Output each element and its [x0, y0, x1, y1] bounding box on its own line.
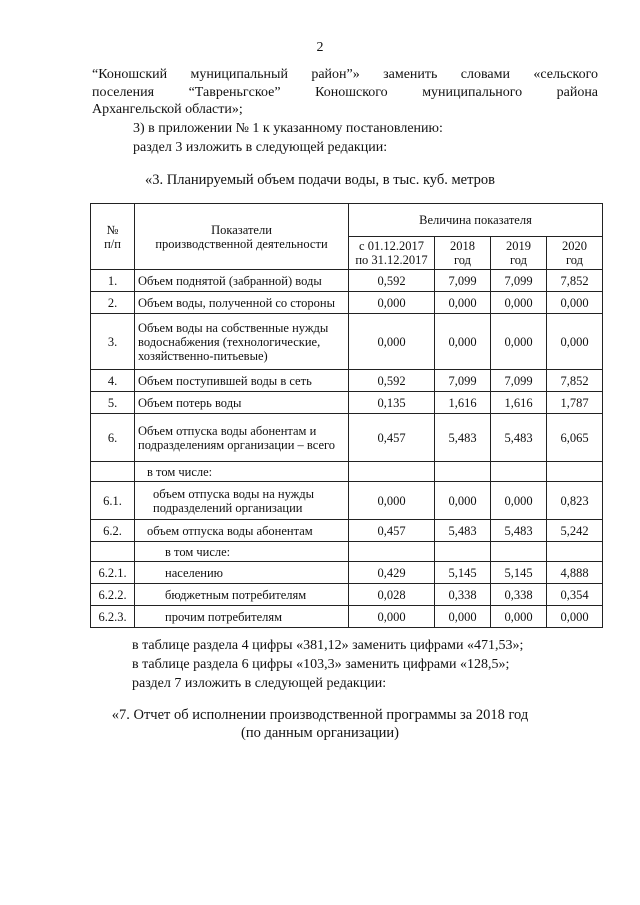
row-label: бюджетным потребителям — [135, 584, 349, 606]
value-cell: 1,616 — [435, 392, 491, 414]
header-year-2019: 2019 год — [491, 237, 547, 270]
header-year-2018: 2018 год — [435, 237, 491, 270]
value-cell: 0,000 — [349, 292, 435, 314]
value-cell: 5,483 — [435, 414, 491, 462]
value-cell: 6,065 — [547, 414, 603, 462]
value-cell: 0,028 — [349, 584, 435, 606]
value-cell: 0,000 — [491, 314, 547, 370]
header-number: № п/п — [91, 204, 135, 270]
row-label: прочим потребителям — [135, 606, 349, 628]
row-label: в том числе: — [135, 542, 349, 562]
value-cell: 0,000 — [547, 292, 603, 314]
value-cell: 0,000 — [435, 292, 491, 314]
value-cell — [349, 542, 435, 562]
intro-word: поселения — [92, 85, 155, 100]
row-number — [91, 462, 135, 482]
row-label: Объем отпуска воды абонентам и подразделениям организации – всего — [135, 414, 349, 462]
replace-section4: в таблице раздела 4 цифры «381,12» заменить цифрами «471,53»; — [132, 638, 524, 653]
value-cell: 0,592 — [349, 370, 435, 392]
table-row — [91, 482, 603, 520]
value-cell: 0,354 — [547, 584, 603, 606]
value-cell: 1,616 — [491, 392, 547, 414]
value-cell — [547, 542, 603, 562]
value-cell: 0,457 — [349, 520, 435, 542]
header-period: с 01.12.2017 по 31.12.2017 — [349, 237, 435, 270]
item-3: 3) в приложении № 1 к указанному постановлению: — [133, 121, 443, 136]
value-cell: 7,099 — [435, 270, 491, 292]
intro-word: муниципального — [422, 85, 523, 100]
value-cell: 7,099 — [491, 370, 547, 392]
table-row — [91, 606, 603, 628]
row-number: 4. — [91, 370, 135, 392]
value-cell: 0,592 — [349, 270, 435, 292]
value-cell: 5,145 — [435, 562, 491, 584]
intro-word: района — [556, 85, 599, 100]
value-cell — [435, 542, 491, 562]
row-number: 1. — [91, 270, 135, 292]
row-number: 2. — [91, 292, 135, 314]
row-number: 6.2.3. — [91, 606, 135, 628]
value-cell — [491, 542, 547, 562]
row-number — [91, 542, 135, 562]
value-cell: 5,242 — [547, 520, 603, 542]
row-label: Объем поднятой (забранной) воды — [135, 270, 349, 292]
value-cell: 0,338 — [491, 584, 547, 606]
intro-line-3: Архангельской области»; — [92, 102, 243, 117]
table-row — [91, 370, 603, 392]
table-row — [91, 542, 603, 562]
header-indicators: Показатели производственной деятельности — [135, 204, 349, 270]
intro-word: “Тавреньгское” — [188, 85, 281, 100]
intro-word: “Коношский — [92, 67, 168, 82]
water-supply-table — [90, 203, 603, 628]
row-number: 3. — [91, 314, 135, 370]
value-cell — [547, 462, 603, 482]
table-row — [91, 314, 603, 370]
value-cell: 0,000 — [349, 314, 435, 370]
row-label: объем отпуска воды на нужды подразделений организации — [135, 482, 349, 520]
table-row — [91, 520, 603, 542]
row-number: 6. — [91, 414, 135, 462]
value-cell: 0,000 — [491, 292, 547, 314]
table-row — [91, 392, 603, 414]
row-label: Объем воды, полученной со стороны — [135, 292, 349, 314]
table-row — [91, 414, 603, 462]
value-cell: 0,000 — [349, 606, 435, 628]
value-cell: 7,099 — [491, 270, 547, 292]
intro-line-1 — [92, 66, 598, 83]
value-cell: 0,429 — [349, 562, 435, 584]
header-value-group: Величина показателя — [349, 204, 603, 237]
value-cell: 7,852 — [547, 370, 603, 392]
table-row — [91, 292, 603, 314]
row-number: 6.1. — [91, 482, 135, 520]
value-cell: 7,099 — [435, 370, 491, 392]
section3-title: «3. Планируемый объем подачи воды, в тыс. куб. метров — [145, 172, 495, 188]
value-cell: 0,457 — [349, 414, 435, 462]
row-label: объем отпуска воды абонентам — [135, 520, 349, 542]
value-cell — [435, 462, 491, 482]
table-row — [91, 462, 603, 482]
intro-word: район”» — [311, 67, 360, 82]
row-label: Объем поступившей воды в сеть — [135, 370, 349, 392]
value-cell: 0,000 — [547, 314, 603, 370]
table-row — [91, 270, 603, 292]
intro-word: Коношского — [315, 85, 388, 100]
value-cell: 4,888 — [547, 562, 603, 584]
value-cell: 0,000 — [491, 482, 547, 520]
row-number: 6.2.2. — [91, 584, 135, 606]
value-cell — [491, 462, 547, 482]
value-cell: 0,000 — [435, 482, 491, 520]
row-label: населению — [135, 562, 349, 584]
value-cell: 5,483 — [491, 414, 547, 462]
intro-word: муниципальный — [190, 67, 288, 82]
table-row — [91, 584, 603, 606]
row-number: 6.2.1. — [91, 562, 135, 584]
table-row — [91, 562, 603, 584]
row-label: Объем воды на собственные нужды водоснабжения (технологические, хозяйственно-питьевые) — [135, 314, 349, 370]
intro-line-2 — [92, 84, 598, 101]
value-cell: 0,000 — [547, 606, 603, 628]
value-cell: 0,000 — [435, 606, 491, 628]
intro-word: заменить — [383, 67, 438, 82]
value-cell: 5,483 — [491, 520, 547, 542]
value-cell — [349, 462, 435, 482]
section3-intro: раздел 3 изложить в следующей редакции: — [133, 140, 388, 155]
value-cell: 0,000 — [491, 606, 547, 628]
row-label: в том числе: — [135, 462, 349, 482]
value-cell: 0,000 — [349, 482, 435, 520]
value-cell: 0,000 — [435, 314, 491, 370]
row-number: 5. — [91, 392, 135, 414]
value-cell: 0,135 — [349, 392, 435, 414]
value-cell: 0,823 — [547, 482, 603, 520]
page-number: 2 — [316, 40, 324, 55]
section7-title: «7. Отчет об исполнении производственной программы за 2018 год — [111, 707, 529, 723]
value-cell: 5,145 — [491, 562, 547, 584]
value-cell: 5,483 — [435, 520, 491, 542]
intro-word: «сельского — [533, 67, 599, 82]
intro-word: словами — [460, 67, 510, 82]
row-number: 6.2. — [91, 520, 135, 542]
value-cell: 7,852 — [547, 270, 603, 292]
replace-section6: в таблице раздела 6 цифры «103,3» заменить цифрами «128,5»; — [132, 657, 510, 672]
section7-subtitle: (по данным организации) — [240, 725, 399, 741]
section7-intro: раздел 7 изложить в следующей редакции: — [132, 676, 387, 691]
value-cell: 0,338 — [435, 584, 491, 606]
header-year-2020: 2020 год — [547, 237, 603, 270]
row-label: Объем потерь воды — [135, 392, 349, 414]
value-cell: 1,787 — [547, 392, 603, 414]
